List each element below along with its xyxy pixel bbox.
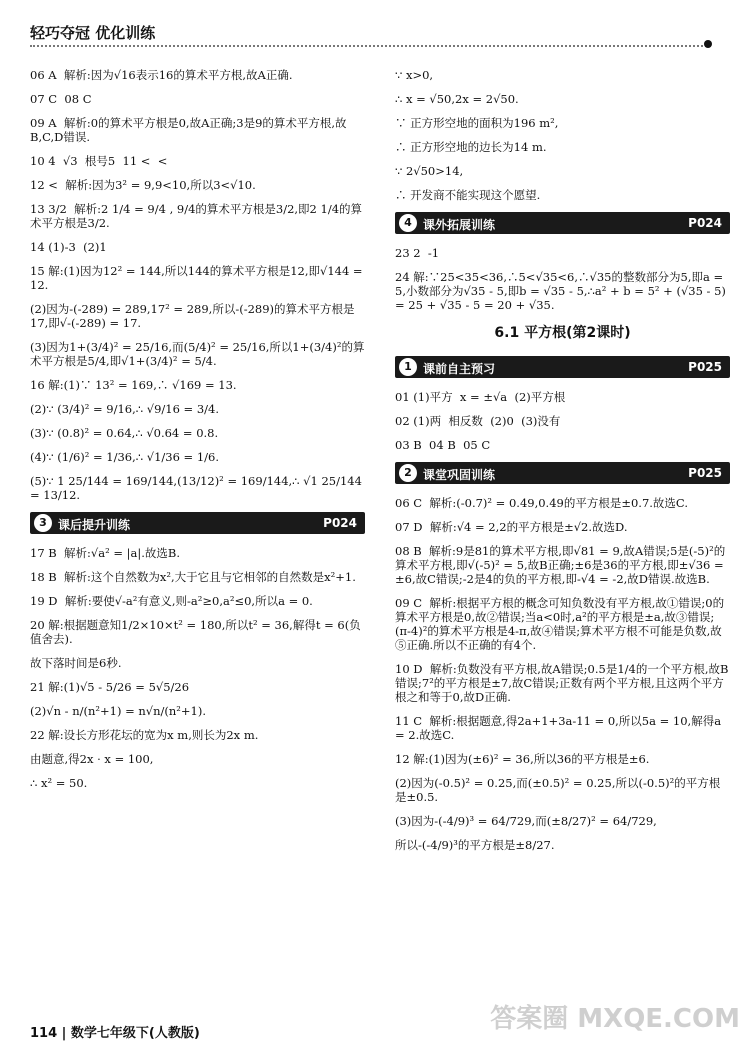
answer-line: 07 D 解析:√4 = 2,2的平方根是±√2.故选D. (395, 520, 628, 534)
header-dot-icon (704, 40, 712, 48)
answer-line: 17 B 解析:√a² = |a|.故选B. (30, 546, 181, 560)
answer-line: 11 C 解析:根据题意,得2a+1+3a-11 = 0,所以5a = 10,解得a = 2.故选C. (395, 714, 725, 742)
answer-line: (3)∵ (0.8)² = 0.64,∴ √0.64 = 0.8. (30, 426, 219, 440)
answer-line: (2)因为(-0.5)² = 0.25,而(±0.5)² = 0.25,所以(-0.5)²的平方根是±0.5. (395, 776, 721, 804)
answer-line: 14 (1)-3 (2)1 (30, 240, 107, 254)
answer-line: 15 解:(1)因为12² = 144,所以144的算术平方根是12,即√144 = 12. (30, 264, 367, 292)
section-page-code: P025 (688, 466, 722, 480)
answer-line: ∴ x² = 50. (30, 776, 88, 790)
section-page-code: P024 (688, 216, 722, 230)
book-logo: 轻巧夺冠 优化训练 (30, 24, 156, 42)
answer-line: 09 C 解析:根据平方根的概念可知负数没有平方根,故①错误;0的算术平方根是0,故②错误;当a<0时,a²的平方根是±a,故③错误;(π-4)²的算术平方根是4-π,故④错误;算术平方根不可能是负数,故⑤正确.所以不正确的有4个. (395, 596, 725, 652)
watermark: 答案圈 MXQE.COM (490, 1004, 740, 1034)
section-banner (30, 512, 365, 534)
answer-line: 所以-(-4/9)³的平方根是±8/27. (395, 838, 555, 852)
answer-line: (2)∵ (3/4)² = 9/16,∴ √9/16 = 3/4. (30, 402, 220, 416)
section-title: 课后提升训练 (58, 518, 131, 532)
right-column (395, 68, 730, 862)
answer-line: 由题意,得2x · x = 100, (30, 752, 154, 766)
answer-line: 10 D 解析:负数没有平方根,故A错误;0.5是1/4的一个平方根,故B错误;7²的平方根是±7,故C错误;正数有两个平方根,且这两个平方根之和等于0,故D正确. (395, 662, 729, 704)
answer-line: 02 (1)两 相反数 (2)0 (3)没有 (395, 414, 561, 428)
answer-line: ∵ x>0, (395, 68, 434, 82)
header-divider (30, 45, 710, 47)
answer-line: 21 解:(1)√5 - 5/26 = 5√5/26 (30, 680, 190, 694)
answer-line: 故下落时间是6秒. (30, 656, 122, 670)
answer-line: (3)因为1+(3/4)² = 25/16,而(5/4)² = 25/16,所以1+(3/4)²的算术平方根是5/4,即√1+(3/4)² = 5/4. (30, 340, 365, 368)
answer-line: ∴ 开发商不能实现这个愿望. (395, 188, 541, 202)
answer-line: 06 C 解析:(-0.7)² = 0.49,0.49的平方根是±0.7.故选C. (395, 496, 688, 510)
answer-line: 16 解:(1)∵ 13² = 169,∴ √169 = 13. (30, 378, 237, 392)
answer-line: ∵ 2√50>14, (395, 164, 464, 178)
answer-line: 22 解:设长方形花坛的宽为x m,则长为2x m. (30, 728, 259, 742)
answer-line: 20 解:根据题意知1/2×10×t² = 180,所以t² = 36,解得t = 6(负值舍去). (30, 618, 361, 646)
left-column (30, 68, 365, 800)
answer-line: 01 (1)平方 x = ±√a (2)平方根 (395, 390, 566, 404)
answer-line: 09 A 解析:0的算术平方根是0,故A正确;3是9的算术平方根,故B,C,D错误. (30, 116, 347, 144)
answer-line: 18 B 解析:这个自然数为x²,大于它且与它相邻的自然数是x²+1. (30, 570, 356, 584)
answer-line: 23 2 -1 (395, 246, 440, 260)
answer-line: (2)因为-(-289) = 289,17² = 289,所以-(-289)的算术平方根是17,即√-(-289) = 17. (30, 302, 355, 330)
answer-line: 12 < 解析:因为3² = 9,9<10,所以3<√10. (30, 178, 256, 192)
answer-line: 03 B 04 B 05 C (395, 438, 491, 452)
chapter-title: 6.1 平方根(第2课时) (494, 325, 631, 341)
section-page-code: P025 (688, 360, 722, 374)
answer-line: 13 3/2 解析:2 1/4 = 9/4 , 9/4的算术平方根是3/2,即2 1/4的算术平方根是3/2. (30, 202, 363, 230)
section-title: 课前自主预习 (423, 362, 496, 376)
section-banner (395, 356, 730, 378)
answer-line: 07 C 08 C (30, 92, 92, 106)
section-title: 课堂巩固训练 (423, 468, 496, 482)
answer-line: 12 解:(1)因为(±6)² = 36,所以36的平方根是±6. (395, 752, 650, 766)
section-banner (395, 212, 730, 234)
answer-line: (3)因为-(-4/9)³ = 64/729,而(±8/27)² = 64/729, (395, 814, 657, 828)
section-number-icon: 1 (399, 358, 417, 376)
answer-line: ∴ 正方形空地的边长为14 m. (395, 140, 547, 154)
section-title: 课外拓展训练 (423, 218, 496, 232)
page-footer: 114 | 数学七年级下(人教版) (30, 1026, 200, 1041)
answer-line: (5)∵ 1 25/144 = 169/144,(13/12)² = 169/144,∴ √1 25/144 = 13/12. (30, 474, 366, 502)
section-number-icon: 3 (34, 514, 52, 532)
answer-line: 08 B 解析:9是81的算术平方根,即√81 = 9,故A错误;5是(-5)²的算术平方根,即√(-5)² = 5,故B正确;±6是36的平方根,即±√36 = ±6,故C错误;-2是4的负的平方根,即-√4 = -2,故D错误.故选B. (395, 544, 728, 586)
answer-line: 06 A 解析:因为√16表示16的算术平方根,故A正确. (30, 68, 293, 82)
answer-line: 24 解:∵25<35<36,∴5<√35<6,∴√35的整数部分为5,即a = 5,小数部分为√35 - 5,即b = √35 - 5,∴a² + b = 5² + (√35 - 5) = 25 + √35 - 5 = 20 + √35. (395, 270, 730, 312)
answer-line: 19 D 解析:要使√-a²有意义,则-a²≥0,a²≤0,所以a = 0. (30, 594, 313, 608)
answer-line: ∴ x = √50,2x = 2√50. (395, 92, 519, 106)
section-banner (395, 462, 730, 484)
section-number-icon: 4 (399, 214, 417, 232)
section-page-code: P024 (323, 516, 357, 530)
answer-line: 10 4 √3 根号5 11 < < (30, 154, 168, 168)
answer-line: ∵ 正方形空地的面积为196 m², (395, 116, 559, 130)
answer-line: (4)∵ (1/6)² = 1/36,∴ √1/36 = 1/6. (30, 450, 220, 464)
answer-line: (2)√n - n/(n²+1) = n√n/(n²+1). (30, 704, 207, 718)
section-number-icon: 2 (399, 464, 417, 482)
